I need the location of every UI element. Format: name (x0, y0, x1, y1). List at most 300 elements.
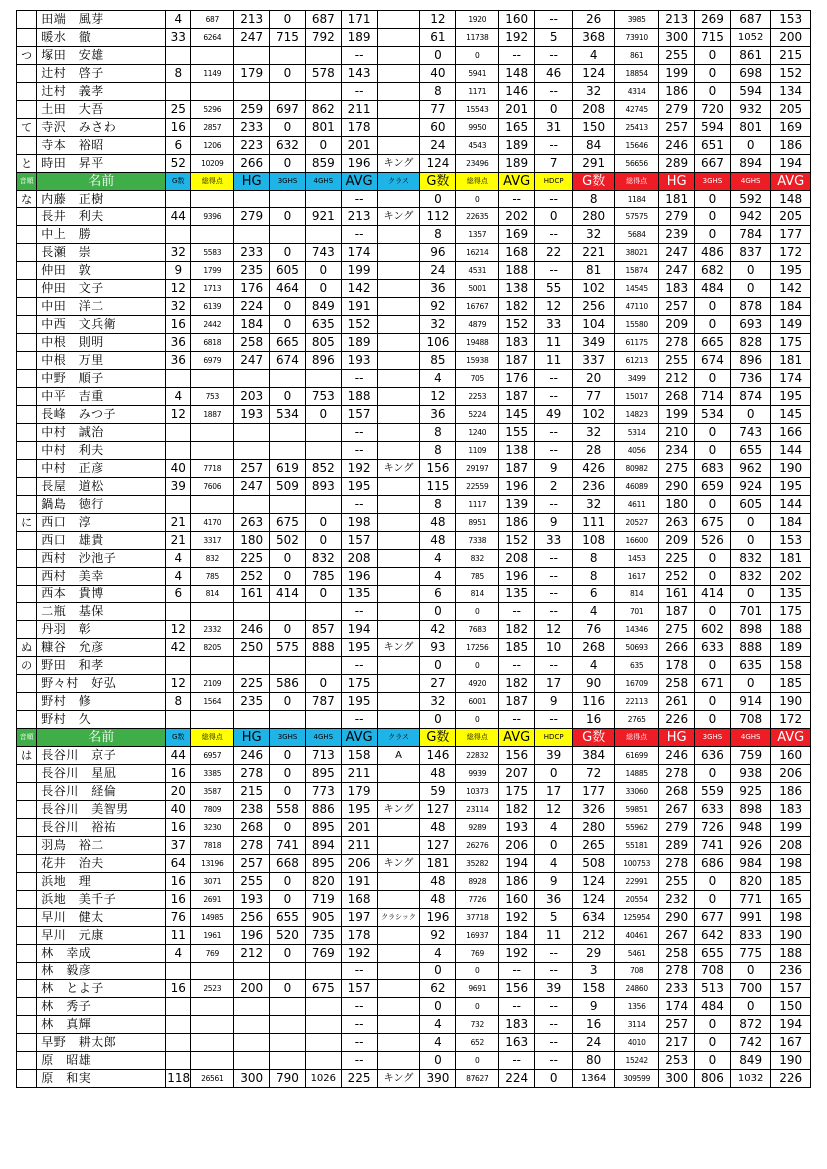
table-row (17, 11, 811, 29)
class-cell: キング (377, 459, 420, 477)
hg1-cell (234, 370, 270, 388)
kana-cell (17, 818, 37, 836)
header-class: クラス (377, 729, 420, 747)
hdcp-cell: 17 (535, 782, 573, 800)
g3hst-cell: 0 (695, 693, 731, 711)
avg1-cell: -- (341, 1052, 377, 1070)
pts1-cell (191, 190, 234, 208)
g1-cell: 16 (166, 316, 191, 334)
hgt-cell: 225 (659, 549, 695, 567)
avgt-cell: 195 (771, 262, 811, 280)
avg2-cell: 139 (499, 495, 535, 513)
g4hs1-cell: 893 (305, 477, 341, 495)
ptst-cell: 40461 (615, 926, 659, 944)
ptst-cell: 708 (615, 962, 659, 980)
avg2-cell: -- (499, 603, 535, 621)
g3hs1-cell: 0 (270, 747, 306, 765)
pts2-cell: 652 (456, 1034, 499, 1052)
hdcp-cell: -- (535, 388, 573, 406)
g4hst-cell: 698 (730, 64, 771, 82)
g3hst-cell: 726 (695, 818, 731, 836)
g4hs1-cell: 1026 (305, 1070, 341, 1088)
kana-cell (17, 352, 37, 370)
avg1-cell: 135 (341, 585, 377, 603)
header-hgt: HG (659, 729, 695, 747)
pts1-cell: 6979 (191, 352, 234, 370)
g2-cell: 0 (420, 190, 456, 208)
class-cell (377, 441, 420, 459)
header-avgt: AVG (771, 172, 811, 190)
hgt-cell: 246 (659, 136, 695, 154)
hdcp-cell: -- (535, 962, 573, 980)
g4hs1-cell: 769 (305, 944, 341, 962)
gt-cell: 32 (573, 226, 615, 244)
kana-cell: ぬ (17, 639, 37, 657)
ptst-cell: 1453 (615, 549, 659, 567)
pts1-cell: 3317 (191, 531, 234, 549)
g4hst-cell: 874 (730, 388, 771, 406)
pts1-cell (191, 962, 234, 980)
avg2-cell: -- (499, 190, 535, 208)
name-cell: 糠谷 允彦 (37, 639, 166, 657)
g4hs1-cell (305, 441, 341, 459)
avg1-cell: -- (341, 370, 377, 388)
avgt-cell: 145 (771, 405, 811, 423)
g2-cell: 390 (420, 1070, 456, 1088)
hdcp-cell: 5 (535, 28, 573, 46)
hg1-cell: 246 (234, 621, 270, 639)
header-g4hst: 4GHS (730, 172, 771, 190)
hdcp-cell: 46 (535, 64, 573, 82)
hg1-cell: 212 (234, 944, 270, 962)
hdcp-cell: 22 (535, 244, 573, 262)
kana-cell (17, 441, 37, 459)
avgt-cell: 175 (771, 334, 811, 352)
g4hst-cell: 784 (730, 226, 771, 244)
hg1-cell: 278 (234, 765, 270, 783)
hgt-cell: 257 (659, 298, 695, 316)
hg1-cell: 161 (234, 585, 270, 603)
avg1-cell: 178 (341, 926, 377, 944)
avgt-cell: 226 (771, 1070, 811, 1088)
g4hst-cell: 0 (730, 962, 771, 980)
kana-cell (17, 11, 37, 29)
avgt-cell: 165 (771, 890, 811, 908)
header-pts1: 総得点 (191, 172, 234, 190)
avg1-cell: 189 (341, 334, 377, 352)
g4hst-cell: 0 (730, 405, 771, 423)
gt-cell: 158 (573, 980, 615, 998)
g4hs1-cell: 921 (305, 208, 341, 226)
g1-cell: 6 (166, 136, 191, 154)
name-cell: 中田 洋二 (37, 298, 166, 316)
class-cell (377, 100, 420, 118)
avg1-cell: 211 (341, 765, 377, 783)
kana-cell (17, 711, 37, 729)
g4hs1-cell (305, 370, 341, 388)
g4hst-cell: 896 (730, 352, 771, 370)
table-row (17, 459, 811, 477)
g1-cell: 8 (166, 693, 191, 711)
g2-cell: 8 (420, 441, 456, 459)
kana-cell (17, 1016, 37, 1034)
g4hs1-cell: 852 (305, 459, 341, 477)
hgt-cell: 261 (659, 693, 695, 711)
avg1-cell: 195 (341, 639, 377, 657)
pts1-cell: 1149 (191, 64, 234, 82)
avgt-cell: 167 (771, 1034, 811, 1052)
g3hst-cell: 0 (695, 46, 731, 64)
gt-cell: 104 (573, 316, 615, 334)
g3hs1-cell (270, 998, 306, 1016)
class-cell (377, 549, 420, 567)
g4hs1-cell: 735 (305, 926, 341, 944)
ptst-cell: 15017 (615, 388, 659, 406)
pts1-cell: 2442 (191, 316, 234, 334)
avgt-cell: 181 (771, 352, 811, 370)
avg2-cell: 188 (499, 262, 535, 280)
hdcp-cell: 0 (535, 765, 573, 783)
header-name: 名前 (37, 172, 166, 190)
ptst-cell: 14885 (615, 765, 659, 783)
g1-cell: 40 (166, 800, 191, 818)
g2-cell: 93 (420, 639, 456, 657)
gt-cell: 426 (573, 459, 615, 477)
g4hst-cell: 833 (730, 926, 771, 944)
hdcp-cell: 33 (535, 316, 573, 334)
g3hs1-cell: 715 (270, 28, 306, 46)
avg1-cell: -- (341, 190, 377, 208)
class-cell: キング (377, 154, 420, 172)
ptst-cell: 61175 (615, 334, 659, 352)
hgt-cell: 290 (659, 908, 695, 926)
table-row (17, 226, 811, 244)
pts2-cell: 16214 (456, 244, 499, 262)
ptst-cell: 15874 (615, 262, 659, 280)
hgt-cell: 247 (659, 244, 695, 262)
pts1-cell: 5583 (191, 244, 234, 262)
class-cell (377, 28, 420, 46)
pts2-cell: 0 (456, 657, 499, 675)
header-avg2: AVG (499, 729, 535, 747)
avg1-cell: 206 (341, 854, 377, 872)
pts2-cell: 23496 (456, 154, 499, 172)
class-cell (377, 980, 420, 998)
ptst-cell: 15242 (615, 1052, 659, 1070)
pts1-cell (191, 1052, 234, 1070)
avg1-cell: 201 (341, 818, 377, 836)
g3hst-cell: 0 (695, 711, 731, 729)
gt-cell: 116 (573, 693, 615, 711)
name-cell: 中根 万里 (37, 352, 166, 370)
table-row (17, 800, 811, 818)
kana-cell (17, 226, 37, 244)
g4hst-cell: 801 (730, 118, 771, 136)
kana-cell (17, 980, 37, 998)
pts2-cell: 4920 (456, 675, 499, 693)
g4hst-cell: 898 (730, 800, 771, 818)
gt-cell: 280 (573, 208, 615, 226)
pts1-cell (191, 1034, 234, 1052)
avg1-cell: 208 (341, 549, 377, 567)
table-row (17, 944, 811, 962)
table-row (17, 1016, 811, 1034)
avg1-cell: 195 (341, 477, 377, 495)
kana-cell (17, 675, 37, 693)
table-row (17, 244, 811, 262)
kana-cell (17, 890, 37, 908)
hgt-cell: 199 (659, 64, 695, 82)
class-cell (377, 711, 420, 729)
hgt-cell: 213 (659, 11, 695, 29)
class-cell (377, 136, 420, 154)
pts1-cell: 2109 (191, 675, 234, 693)
hgt-cell: 186 (659, 82, 695, 100)
avgt-cell: 181 (771, 549, 811, 567)
table-row (17, 603, 811, 621)
kana-cell (17, 334, 37, 352)
g3hs1-cell: 0 (270, 818, 306, 836)
g4hst-cell: 925 (730, 782, 771, 800)
table-row (17, 998, 811, 1016)
pts1-cell: 1961 (191, 926, 234, 944)
hg1-cell (234, 46, 270, 64)
header-g4hst: 4GHS (730, 729, 771, 747)
name-cell: 早川 元康 (37, 926, 166, 944)
g2-cell: 196 (420, 908, 456, 926)
avg2-cell: 135 (499, 585, 535, 603)
gt-cell: 32 (573, 82, 615, 100)
hgt-cell: 279 (659, 100, 695, 118)
class-cell (377, 1052, 420, 1070)
g3hst-cell: 0 (695, 890, 731, 908)
g4hst-cell: 687 (730, 11, 771, 29)
g4hst-cell: 771 (730, 890, 771, 908)
hg1-cell: 238 (234, 800, 270, 818)
table-row (17, 567, 811, 585)
g3hst-cell: 0 (695, 765, 731, 783)
hgt-cell: 252 (659, 567, 695, 585)
g4hs1-cell: 0 (305, 136, 341, 154)
ptst-cell: 73910 (615, 28, 659, 46)
g3hs1-cell: 0 (270, 549, 306, 567)
ptst-cell: 18854 (615, 64, 659, 82)
avgt-cell: 144 (771, 495, 811, 513)
g4hs1-cell: 886 (305, 800, 341, 818)
g3hst-cell: 0 (695, 298, 731, 316)
hg1-cell: 200 (234, 980, 270, 998)
table-row (17, 765, 811, 783)
avgt-cell: 202 (771, 567, 811, 585)
g2-cell: 4 (420, 1016, 456, 1034)
header-hg1: HG (234, 729, 270, 747)
hg1-cell: 225 (234, 549, 270, 567)
bowling-score-table (16, 10, 811, 1088)
kana-cell (17, 423, 37, 441)
ptst-cell: 46089 (615, 477, 659, 495)
g3hs1-cell: 605 (270, 262, 306, 280)
kana-cell (17, 944, 37, 962)
g3hst-cell: 486 (695, 244, 731, 262)
avg2-cell: 189 (499, 136, 535, 154)
pts1-cell: 2691 (191, 890, 234, 908)
header-row (17, 729, 811, 747)
pts2-cell: 87627 (456, 1070, 499, 1088)
gt-cell: 150 (573, 118, 615, 136)
g2-cell: 27 (420, 675, 456, 693)
hg1-cell: 247 (234, 352, 270, 370)
g3hs1-cell: 668 (270, 854, 306, 872)
avg2-cell: 168 (499, 244, 535, 262)
name-cell: 中村 利夫 (37, 441, 166, 459)
hgt-cell: 181 (659, 190, 695, 208)
g1-cell (166, 423, 191, 441)
kana-cell (17, 477, 37, 495)
avgt-cell: 188 (771, 944, 811, 962)
g3hst-cell: 526 (695, 531, 731, 549)
ptst-cell: 20554 (615, 890, 659, 908)
hg1-cell: 258 (234, 334, 270, 352)
avg1-cell: 193 (341, 352, 377, 370)
avg2-cell: 148 (499, 64, 535, 82)
hgt-cell: 210 (659, 423, 695, 441)
hg1-cell: 278 (234, 836, 270, 854)
name-cell: 寺本 裕昭 (37, 136, 166, 154)
avg1-cell: -- (341, 711, 377, 729)
g4hs1-cell: 0 (305, 262, 341, 280)
g3hst-cell: 708 (695, 962, 731, 980)
pts1-cell: 2523 (191, 980, 234, 998)
hg1-cell: 259 (234, 100, 270, 118)
kana-cell (17, 765, 37, 783)
g4hst-cell: 984 (730, 854, 771, 872)
kana-cell (17, 64, 37, 82)
table-row (17, 46, 811, 64)
g4hst-cell: 700 (730, 980, 771, 998)
header-avg1: AVG (341, 729, 377, 747)
kana-cell (17, 388, 37, 406)
name-cell: 林 毅彦 (37, 962, 166, 980)
g3hst-cell: 665 (695, 334, 731, 352)
g3hs1-cell (270, 1016, 306, 1034)
avg2-cell: 189 (499, 154, 535, 172)
avg1-cell: 158 (341, 747, 377, 765)
g3hst-cell: 636 (695, 747, 731, 765)
hgt-cell: 278 (659, 854, 695, 872)
pts1-cell (191, 46, 234, 64)
pts2-cell: 5001 (456, 280, 499, 298)
g3hst-cell: 651 (695, 136, 731, 154)
g1-cell: 6 (166, 585, 191, 603)
table-row (17, 154, 811, 172)
table-row (17, 136, 811, 154)
avg1-cell: 194 (341, 621, 377, 639)
gt-cell: 16 (573, 1016, 615, 1034)
g4hs1-cell: 675 (305, 980, 341, 998)
gt-cell: 368 (573, 28, 615, 46)
g2-cell: 42 (420, 621, 456, 639)
pts2-cell: 26276 (456, 836, 499, 854)
gt-cell: 236 (573, 477, 615, 495)
table-row (17, 531, 811, 549)
table-row (17, 28, 811, 46)
class-cell (377, 118, 420, 136)
gt-cell: 84 (573, 136, 615, 154)
g1-cell (166, 711, 191, 729)
hg1-cell: 224 (234, 298, 270, 316)
table-row (17, 818, 811, 836)
table-row (17, 405, 811, 423)
avg2-cell: 208 (499, 549, 535, 567)
hdcp-cell: 33 (535, 531, 573, 549)
g2-cell: 62 (420, 980, 456, 998)
pts2-cell: 7338 (456, 531, 499, 549)
avg2-cell: 187 (499, 693, 535, 711)
g1-cell: 118 (166, 1070, 191, 1088)
class-cell (377, 477, 420, 495)
g1-cell: 32 (166, 298, 191, 316)
g1-cell: 12 (166, 675, 191, 693)
g2-cell: 48 (420, 818, 456, 836)
class-cell (377, 280, 420, 298)
avg1-cell: 157 (341, 405, 377, 423)
g3hs1-cell: 534 (270, 405, 306, 423)
table-row (17, 782, 811, 800)
g3hs1-cell: 0 (270, 621, 306, 639)
g3hs1-cell (270, 657, 306, 675)
pts2-cell: 10373 (456, 782, 499, 800)
name-cell: 中村 正彦 (37, 459, 166, 477)
avgt-cell: 183 (771, 800, 811, 818)
kana-cell: と (17, 154, 37, 172)
gt-cell: 349 (573, 334, 615, 352)
g1-cell: 76 (166, 908, 191, 926)
hgt-cell: 289 (659, 836, 695, 854)
name-cell: 辻村 義孝 (37, 82, 166, 100)
hgt-cell: 226 (659, 711, 695, 729)
avg2-cell: 184 (499, 926, 535, 944)
g4hst-cell: 0 (730, 136, 771, 154)
ptst-cell: 61699 (615, 747, 659, 765)
avg2-cell: 186 (499, 513, 535, 531)
hgt-cell: 290 (659, 477, 695, 495)
name-cell: 長井 利夫 (37, 208, 166, 226)
g4hs1-cell: 687 (305, 11, 341, 29)
avg1-cell: 191 (341, 298, 377, 316)
name-cell: 西本 貴博 (37, 585, 166, 603)
ptst-cell: 4056 (615, 441, 659, 459)
hg1-cell: 279 (234, 208, 270, 226)
pts1-cell: 832 (191, 549, 234, 567)
table-row (17, 190, 811, 208)
avg2-cell: -- (499, 46, 535, 64)
hdcp-cell: 7 (535, 154, 573, 172)
g1-cell (166, 603, 191, 621)
gt-cell: 24 (573, 1034, 615, 1052)
g3hs1-cell: 0 (270, 567, 306, 585)
header-class: クラス (377, 172, 420, 190)
avgt-cell: 166 (771, 423, 811, 441)
avg2-cell: 176 (499, 370, 535, 388)
g3hst-cell: 559 (695, 782, 731, 800)
gt-cell: 80 (573, 1052, 615, 1070)
name-cell: 林 真輝 (37, 1016, 166, 1034)
ptst-cell: 3114 (615, 1016, 659, 1034)
gt-cell: 337 (573, 352, 615, 370)
g1-cell: 4 (166, 567, 191, 585)
g4hst-cell: 635 (730, 657, 771, 675)
header-name: 名前 (37, 729, 166, 747)
